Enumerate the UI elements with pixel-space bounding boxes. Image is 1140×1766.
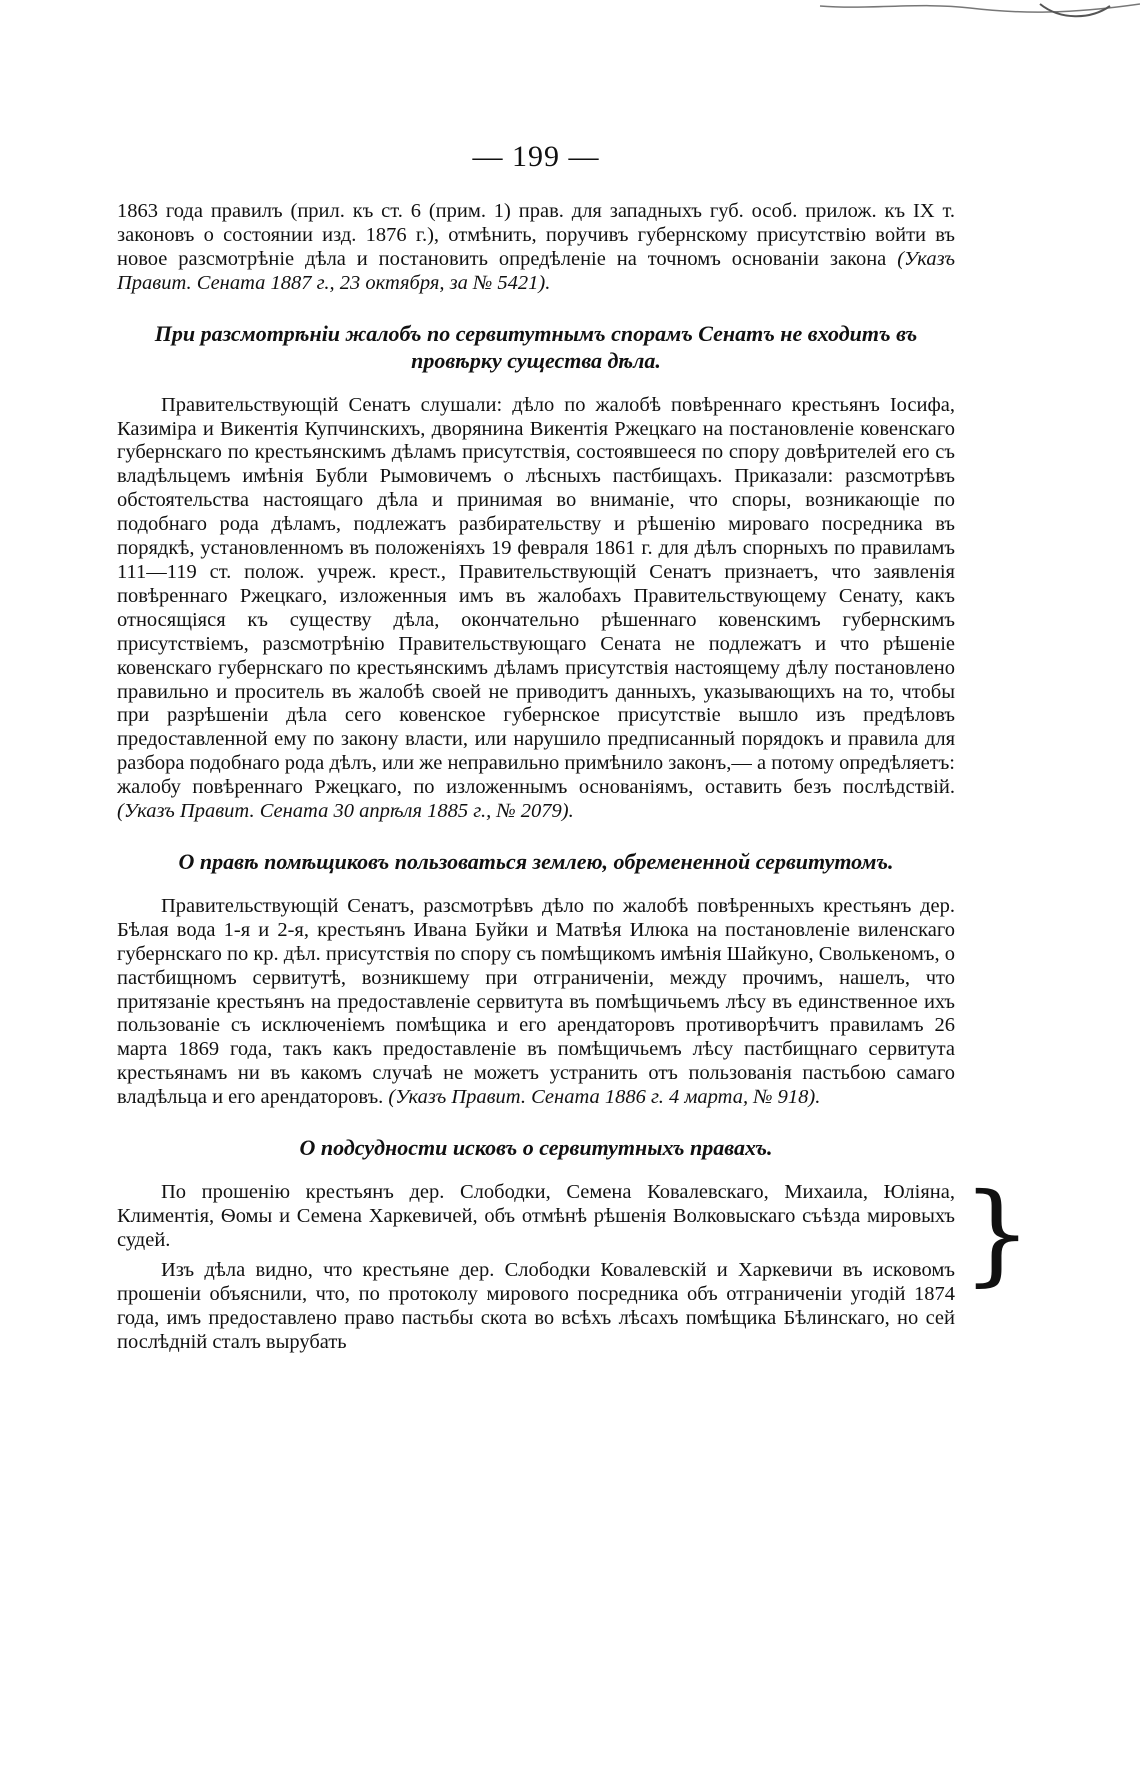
section-heading-3: О подсудности исковъ о сервитутныхъ правахъ. [299, 1135, 773, 1161]
paragraph-4: По прошенію крестьянъ дер. Слободки, Семена Ковалевскаго, Михаила, Юліяна, Климентія, Ѳомы и Семена Харкевичей, объ отмѣнѣ рѣшенія Волковыскаго съѣзда мировыхъ судей. [117, 1181, 955, 1251]
page-body [117, 140, 955, 1354]
paragraph-5: Изъ дѣла видно, что крестьяне дер. Слободки Ковалевскій и Харкевичи въ исковомъ прошеніи объяснили, что, по протоколу мирового посредника объ отграниченіи угодій 1874 года, имъ предоставлено право пастьбы скота во всѣхъ лѣсахъ помѣщика Бѣлинскаго, но сей послѣдній сталъ вырубать [117, 1258, 955, 1353]
paragraph-1-citation: (Указъ Правит. Сената 1887 г., 23 октября, за № 5421). [117, 247, 955, 294]
paragraph-3 [117, 895, 955, 1110]
paragraph-2-citation: (Указъ Правит. Сената 30 апрѣля 1885 г., № 2079). [117, 800, 574, 823]
paragraph-3-citation: (Указъ Правит. Сената 1886 г. 4 марта, № 918). [388, 1086, 821, 1109]
paragraph-1-text: 1863 года правилъ (прил. къ ст. 6 (прим. 1) прав. для западныхъ губ. особ. прилож. къ IX т. законовъ о состоянии изд. 1876 г.), отмѣнить, поручивъ губернскому присутствію войти въ новое разсмотрѣніе дѣла и постановить опредѣленіе на точномъ основаніи закона [117, 200, 955, 270]
paragraph-2 [117, 394, 955, 824]
paragraph-2-text: Правительствующій Сенатъ слушали: дѣло по жалобѣ повѣреннаго крестьянъ Іосифа, Казиміра и Викентія Купчинскихъ, дворянина Викентія Ржецкаго на постановленіе ковенскаго губернскаго по крестьянскимъ дѣламъ присутствія, состоявшееся по спору довѣрителей его съ владѣльцемъ имѣнія Бубли Рымовичемъ о лѣсныхъ пастбищахъ. Приказали: разсмотрѣвъ обстоятельства настоящаго дѣла и принимая во вниманіе, что споры, возникающіе по подобнаго рода дѣламъ, подлежатъ разбирательству и рѣшенію мироваго посредника въ порядкѣ, установленномъ въ положеніяхъ 19 февраля 1861 г. для дѣлъ спорныхъ по правиламъ 111—119 ст. полож. учреж. крест., Правительствующій Сенатъ признаетъ, что заявленія повѣреннаго Ржецкаго, изложенныя имъ въ жалобахъ Правительствующему Сенату, какъ относящіяся къ существу дѣла, окончательно рѣшеннаго ковенскимъ губернскимъ присутствіемъ, разсмотрѣнію Правительствующаго Сената не подлежатъ и что рѣшеніе ковенскаго губернскаго по крестьянскимъ дѣламъ присутствія настоящему дѣлу постановлено правильно и проситель въ жалобѣ своей не приводитъ данныхъ, указывающихъ на то, чтобы при разрѣшеніи дѣла сего ковенское губернское присутствіе вышло изъ предѣловъ предоставленной ему по закону власти, или нарушило предписанный порядокъ и правила для разбора подобнаго рода дѣлъ, или же неправильно примѣнило законъ,— а потому опредѣляетъ: жалобу повѣреннаго Ржецкаго, по изложеннымъ основаніямъ, оставить безъ послѣдствій. [117, 393, 955, 799]
section-heading-2: О правѣ помѣщиковъ пользоваться землею, обремененной сервитутомъ. [178, 848, 894, 874]
paragraph-3-text: Правительствующій Сенатъ, разсмотрѣвъ дѣло по жалобѣ повѣренныхъ крестьянъ дер. Бѣлая вода 1-я и 2-я, крестьянъ Ивана Буйки и Матвѣя Илюка на постановленіе виленскаго губернскаго по кр. дѣл. присутствія по спору съ помѣщикомъ имѣнія Шайкуно, Сволькеномъ, о пастбищномъ сервитутѣ, возникшему при отграниченіи, между прочимъ, нашелъ, что притязаніе крестьянъ на предоставленіе сервитута въ помѣщичьемъ лѣсу въ единственное ихъ пользованіе съ исключеніемъ помѣщика и его арендаторовъ противорѣчитъ правиламъ 26 марта 1869 года, такъ какъ предоставленіе въ помѣщичьемъ лѣсу пастбищнаго сервитута крестьянамъ ни въ какомъ случаѣ не можетъ устранить отъ пользованія пастьбою самаго владѣльца и его арендаторовъ. [117, 894, 955, 1109]
paragraph-1 [117, 200, 955, 296]
scan-edge-mark [810, 0, 1140, 24]
section-heading-1: При разсмотрѣніи жалобъ по сервитутнымъ спорамъ Сенатъ не входитъ въ провѣрку существа дѣла. [154, 320, 918, 373]
page-number: — 199 — [472, 140, 600, 173]
margin-brace: } [962, 1169, 1032, 1297]
